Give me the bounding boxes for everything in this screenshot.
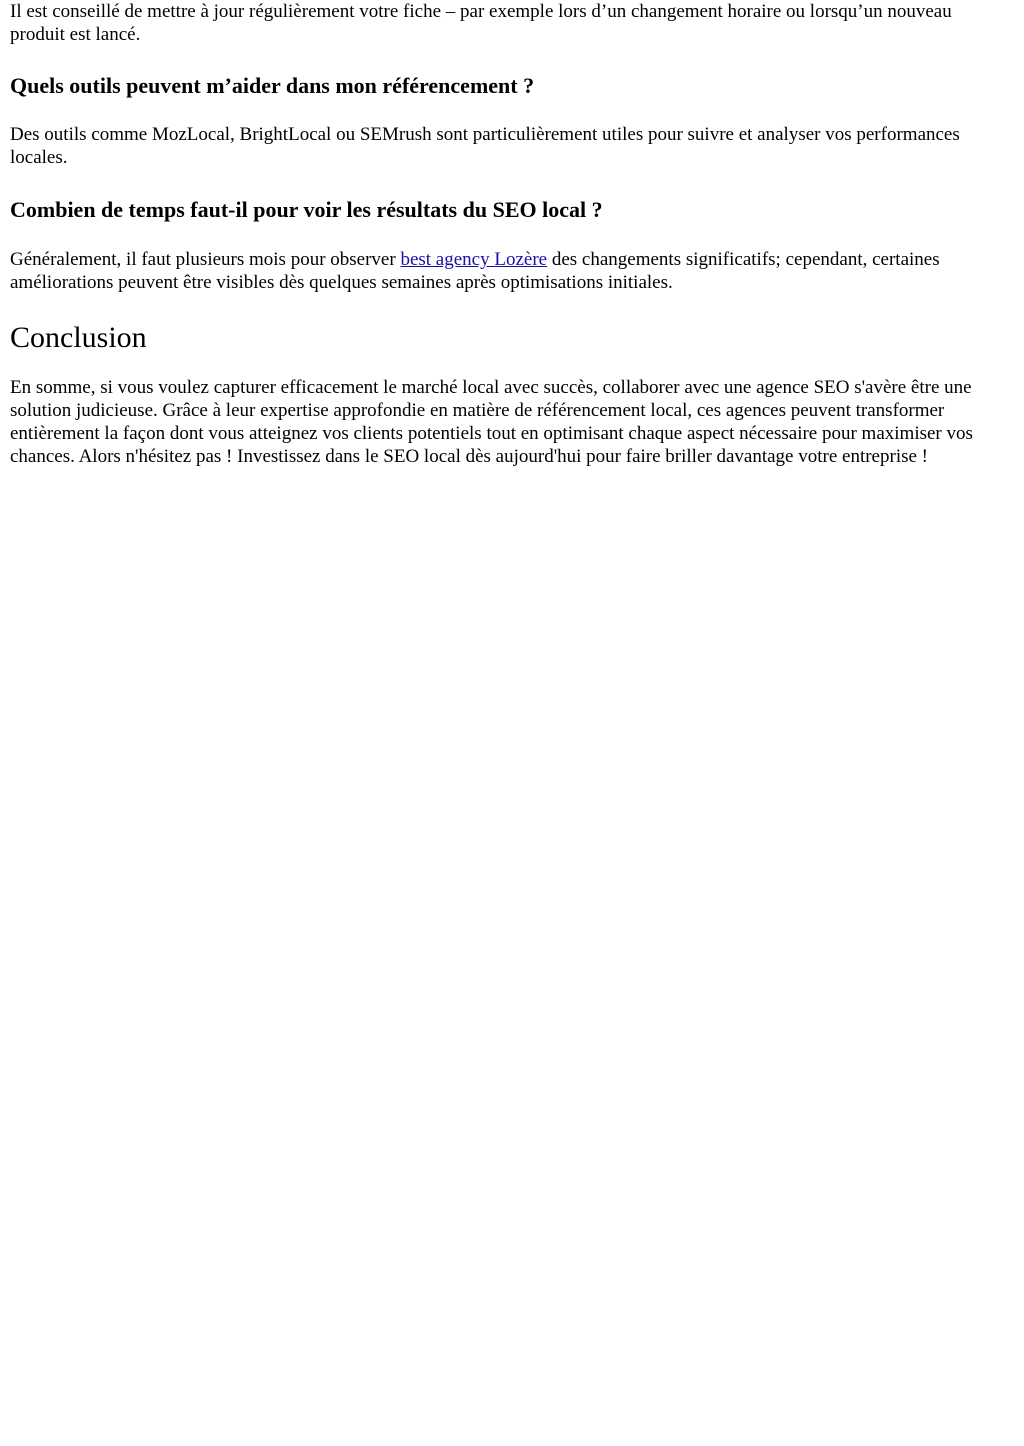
article-content (10, 0, 1000, 468)
heading-tools-question: Quels outils peuvent m’aider dans mon référencement ? (10, 73, 535, 98)
paragraph-update-listing: Il est conseillé de mettre à jour régulièrement votre fiche – par exemple lors d’un changement horaire ou lorsqu’un nouveau produit est lancé. (10, 1, 952, 45)
best-agency-lozere-link[interactable]: best agency Lozère (400, 249, 548, 270)
paragraph-seo-time-text-after: des changements significatifs; cependant, certaines améliorations peuvent être visibles dès quelques semaines après optimisations initiales. (10, 249, 940, 293)
paragraph-tools-answer: Des outils comme MozLocal, BrightLocal ou SEMrush sont particulièrement utiles pour suivre et analyser vos performances locales. (10, 124, 960, 168)
heading-conclusion: Conclusion (10, 321, 147, 354)
heading-seo-time-question: Combien de temps faut-il pour voir les résultats du SEO local ? (10, 197, 603, 222)
paragraph-seo-time-text-before: Généralement, il faut plusieurs mois pour observer (10, 249, 401, 270)
paragraph-conclusion: En somme, si vous voulez capturer efficacement le marché local avec succès, collaborer avec une agence SEO s'avère être une solution judicieuse. Grâce à leur expertise approfondie en matière de référencement local, ces agences peuvent transformer entièrement la façon dont vous atteignez vos clients potentiels tout en optimisant chaque aspect nécessaire pour maximiser vos chances. Alors n'hésitez pas ! Investissez dans le SEO local dès aujourd'hui pour faire briller davantage votre entreprise ! (10, 377, 973, 467)
paragraph-seo-time-answer (10, 248, 1000, 294)
